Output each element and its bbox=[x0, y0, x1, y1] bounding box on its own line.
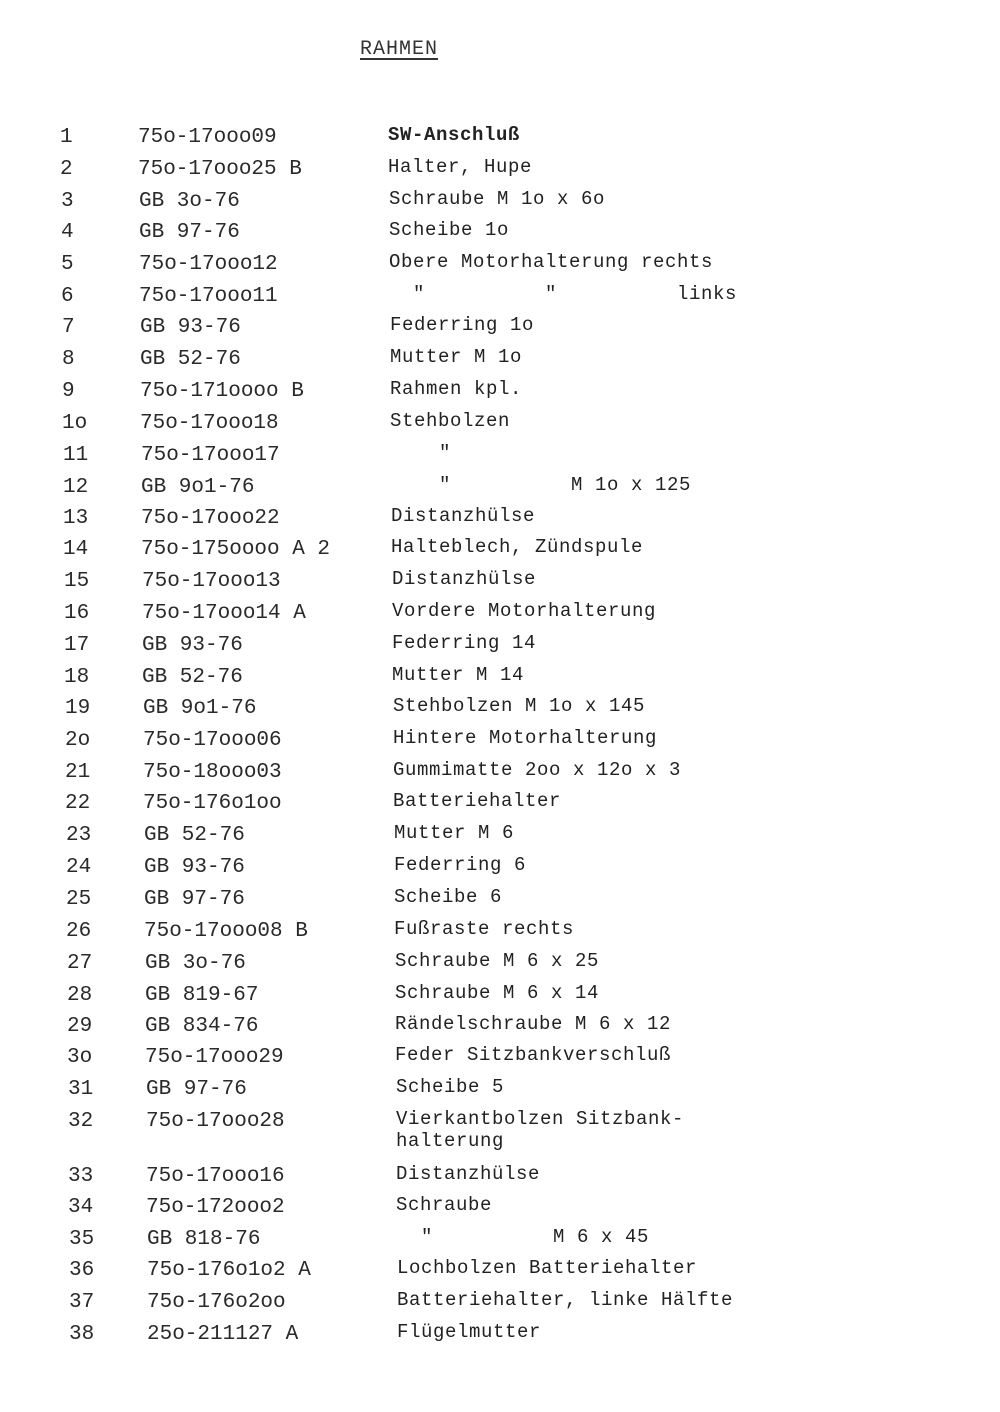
item-number: 2 bbox=[60, 158, 73, 181]
part-number: GB 819-67 bbox=[145, 984, 259, 1007]
list-item bbox=[0, 856, 1000, 886]
item-number: 21 bbox=[65, 761, 91, 784]
part-number: GB 9o1-76 bbox=[141, 476, 255, 499]
part-description: Halter, Hupe bbox=[388, 156, 533, 178]
part-number: 75o-18ooo03 bbox=[143, 761, 282, 784]
list-item bbox=[0, 190, 1000, 220]
part-number: 75o-171oooo B bbox=[140, 380, 304, 403]
part-description: Mutter M 1o bbox=[390, 346, 523, 368]
item-number: 1 bbox=[60, 126, 73, 149]
list-item bbox=[0, 158, 1000, 188]
part-description: Rahmen kpl. bbox=[390, 378, 523, 400]
list-item bbox=[0, 476, 1000, 506]
part-number: GB 93-76 bbox=[140, 316, 241, 339]
list-item bbox=[0, 1165, 1000, 1195]
part-description: Scheibe 1o bbox=[389, 219, 510, 241]
list-item bbox=[0, 253, 1000, 283]
part-description: " " links bbox=[389, 283, 738, 305]
list-item bbox=[0, 952, 1000, 982]
list-item bbox=[0, 221, 1000, 251]
part-number: GB 3o-76 bbox=[145, 952, 246, 975]
part-number: 75o-17ooo09 bbox=[138, 126, 277, 149]
list-item bbox=[0, 380, 1000, 410]
list-item bbox=[0, 1259, 1000, 1289]
part-number: GB 97-76 bbox=[146, 1078, 247, 1101]
item-number: 23 bbox=[66, 824, 92, 847]
item-number: 16 bbox=[64, 602, 90, 625]
list-item bbox=[0, 666, 1000, 696]
list-item bbox=[0, 348, 1000, 378]
part-description: Federring 14 bbox=[392, 632, 537, 654]
part-number: 75o-17ooo22 bbox=[141, 507, 280, 530]
item-number: 4 bbox=[61, 221, 74, 244]
part-description: Gummimatte 2oo x 12o x 3 bbox=[393, 759, 682, 781]
item-number: 1o bbox=[62, 412, 88, 435]
list-item bbox=[0, 1291, 1000, 1321]
list-item bbox=[0, 507, 1000, 537]
part-description: Vierkantbolzen Sitzbank- halterung bbox=[396, 1108, 685, 1152]
part-description: " bbox=[391, 442, 452, 464]
item-number: 22 bbox=[65, 792, 91, 815]
part-number: 75o-17ooo17 bbox=[141, 444, 280, 467]
part-description: Schraube bbox=[396, 1194, 493, 1216]
list-item bbox=[0, 1323, 1000, 1353]
item-number: 8 bbox=[62, 348, 75, 371]
part-description: Stehbolzen M 1o x 145 bbox=[393, 695, 646, 717]
item-number: 9 bbox=[62, 380, 75, 403]
list-item bbox=[0, 1046, 1000, 1076]
list-item bbox=[0, 761, 1000, 791]
item-number: 26 bbox=[66, 920, 92, 943]
part-number: 75o-17ooo18 bbox=[140, 412, 279, 435]
item-number: 18 bbox=[64, 666, 90, 689]
list-item bbox=[0, 1078, 1000, 1108]
part-description: Stehbolzen bbox=[390, 410, 511, 432]
part-number: 75o-17ooo08 B bbox=[144, 920, 308, 943]
part-description: Distanzhülse bbox=[392, 568, 537, 590]
item-number: 11 bbox=[63, 444, 89, 467]
item-number: 2o bbox=[65, 729, 91, 752]
part-number: GB 52-76 bbox=[144, 824, 245, 847]
list-item bbox=[0, 697, 1000, 727]
item-number: 15 bbox=[64, 570, 90, 593]
part-description: Mutter M 6 bbox=[394, 822, 515, 844]
item-number: 25 bbox=[66, 888, 92, 911]
item-number: 34 bbox=[68, 1196, 94, 1219]
list-item bbox=[0, 888, 1000, 918]
part-description: Lochbolzen Batteriehalter bbox=[397, 1257, 698, 1279]
document-title: RAHMEN bbox=[360, 38, 439, 61]
item-number: 38 bbox=[69, 1323, 95, 1346]
item-number: 3 bbox=[61, 190, 74, 213]
list-item bbox=[0, 538, 1000, 568]
part-number: 75o-176o2oo bbox=[147, 1291, 286, 1314]
part-number: 75o-17ooo29 bbox=[145, 1046, 284, 1069]
item-number: 14 bbox=[63, 538, 89, 561]
item-number: 37 bbox=[69, 1291, 95, 1314]
part-description: Rändelschraube M 6 x 12 bbox=[395, 1013, 672, 1035]
part-description: Feder Sitzbankverschluß bbox=[395, 1044, 672, 1066]
part-description: Vordere Motorhalterung bbox=[392, 600, 657, 622]
item-number: 32 bbox=[68, 1110, 94, 1133]
part-description: Schraube M 6 x 14 bbox=[395, 982, 600, 1004]
item-number: 3o bbox=[67, 1046, 93, 1069]
part-description: Distanzhülse bbox=[391, 505, 536, 527]
part-number: GB 97-76 bbox=[144, 888, 245, 911]
part-number: 75o-17ooo14 A bbox=[142, 602, 306, 625]
item-number: 19 bbox=[65, 697, 91, 720]
part-description: Schraube M 1o x 6o bbox=[389, 188, 606, 210]
part-description: Schraube M 6 x 25 bbox=[395, 950, 600, 972]
part-description: " M 1o x 125 bbox=[391, 474, 692, 496]
part-description: Federring 6 bbox=[394, 854, 527, 876]
item-number: 17 bbox=[64, 634, 90, 657]
list-item bbox=[0, 316, 1000, 346]
part-description: Batteriehalter, linke Hälfte bbox=[397, 1289, 734, 1311]
part-description: " M 6 x 45 bbox=[397, 1226, 650, 1248]
part-number: 75o-17ooo25 B bbox=[138, 158, 302, 181]
item-number: 27 bbox=[67, 952, 93, 975]
part-number: 75o-176o1o2 A bbox=[147, 1259, 311, 1282]
part-description: Distanzhülse bbox=[396, 1163, 541, 1185]
list-item bbox=[0, 920, 1000, 950]
item-number: 35 bbox=[69, 1228, 95, 1251]
part-description: Scheibe 6 bbox=[394, 886, 503, 908]
item-number: 7 bbox=[62, 316, 75, 339]
part-number: GB 834-76 bbox=[145, 1015, 259, 1038]
list-item bbox=[0, 444, 1000, 474]
list-item bbox=[0, 570, 1000, 600]
part-description: Batteriehalter bbox=[393, 790, 562, 812]
part-number: 75o-172ooo2 bbox=[146, 1196, 285, 1219]
part-number: 25o-211127 A bbox=[147, 1323, 299, 1346]
part-number: GB 93-76 bbox=[142, 634, 243, 657]
part-number: 75o-17ooo11 bbox=[139, 285, 278, 308]
part-number: GB 818-76 bbox=[147, 1228, 261, 1251]
part-number: GB 97-76 bbox=[139, 221, 240, 244]
list-item bbox=[0, 634, 1000, 664]
item-number: 12 bbox=[63, 476, 89, 499]
item-number: 33 bbox=[68, 1165, 94, 1188]
list-item bbox=[0, 824, 1000, 854]
part-number: 75o-17ooo28 bbox=[146, 1110, 285, 1133]
part-description: Mutter M 14 bbox=[392, 664, 525, 686]
item-number: 13 bbox=[63, 507, 89, 530]
part-description: Scheibe 5 bbox=[396, 1076, 505, 1098]
part-number: 75o-175oooo A 2 bbox=[141, 538, 331, 561]
list-item bbox=[0, 1196, 1000, 1226]
part-number: GB 9o1-76 bbox=[143, 697, 257, 720]
item-number: 6 bbox=[61, 285, 74, 308]
part-number: 75o-17ooo12 bbox=[139, 253, 278, 276]
part-description: Hintere Motorhalterung bbox=[393, 727, 658, 749]
part-number: GB 3o-76 bbox=[139, 190, 240, 213]
part-number: GB 93-76 bbox=[144, 856, 245, 879]
part-description: Flügelmutter bbox=[397, 1321, 542, 1343]
part-description: Obere Motorhalterung rechts bbox=[389, 251, 714, 273]
part-number: 75o-17ooo06 bbox=[143, 729, 282, 752]
list-item bbox=[0, 412, 1000, 442]
part-number: 75o-176o1oo bbox=[143, 792, 282, 815]
part-description: Halteblech, Zündspule bbox=[391, 536, 644, 558]
item-number: 5 bbox=[61, 253, 74, 276]
part-description: Federring 1o bbox=[390, 314, 535, 336]
list-item bbox=[0, 602, 1000, 632]
list-item bbox=[0, 1108, 1000, 1152]
item-number: 31 bbox=[68, 1078, 94, 1101]
item-number: 24 bbox=[66, 856, 92, 879]
list-item bbox=[0, 984, 1000, 1014]
item-number: 29 bbox=[67, 1015, 93, 1038]
item-number: 36 bbox=[69, 1259, 95, 1282]
part-number: GB 52-76 bbox=[142, 666, 243, 689]
part-description: SW-Anschluß bbox=[388, 124, 521, 146]
list-item bbox=[0, 792, 1000, 822]
part-description: Fußraste rechts bbox=[394, 918, 575, 940]
list-item bbox=[0, 1015, 1000, 1045]
part-number: 75o-17ooo13 bbox=[142, 570, 281, 593]
part-number: 75o-17ooo16 bbox=[146, 1165, 285, 1188]
list-item bbox=[0, 1228, 1000, 1258]
part-number: GB 52-76 bbox=[140, 348, 241, 371]
list-item bbox=[0, 285, 1000, 315]
list-item bbox=[0, 729, 1000, 759]
item-number: 28 bbox=[67, 984, 93, 1007]
list-item bbox=[0, 126, 1000, 156]
